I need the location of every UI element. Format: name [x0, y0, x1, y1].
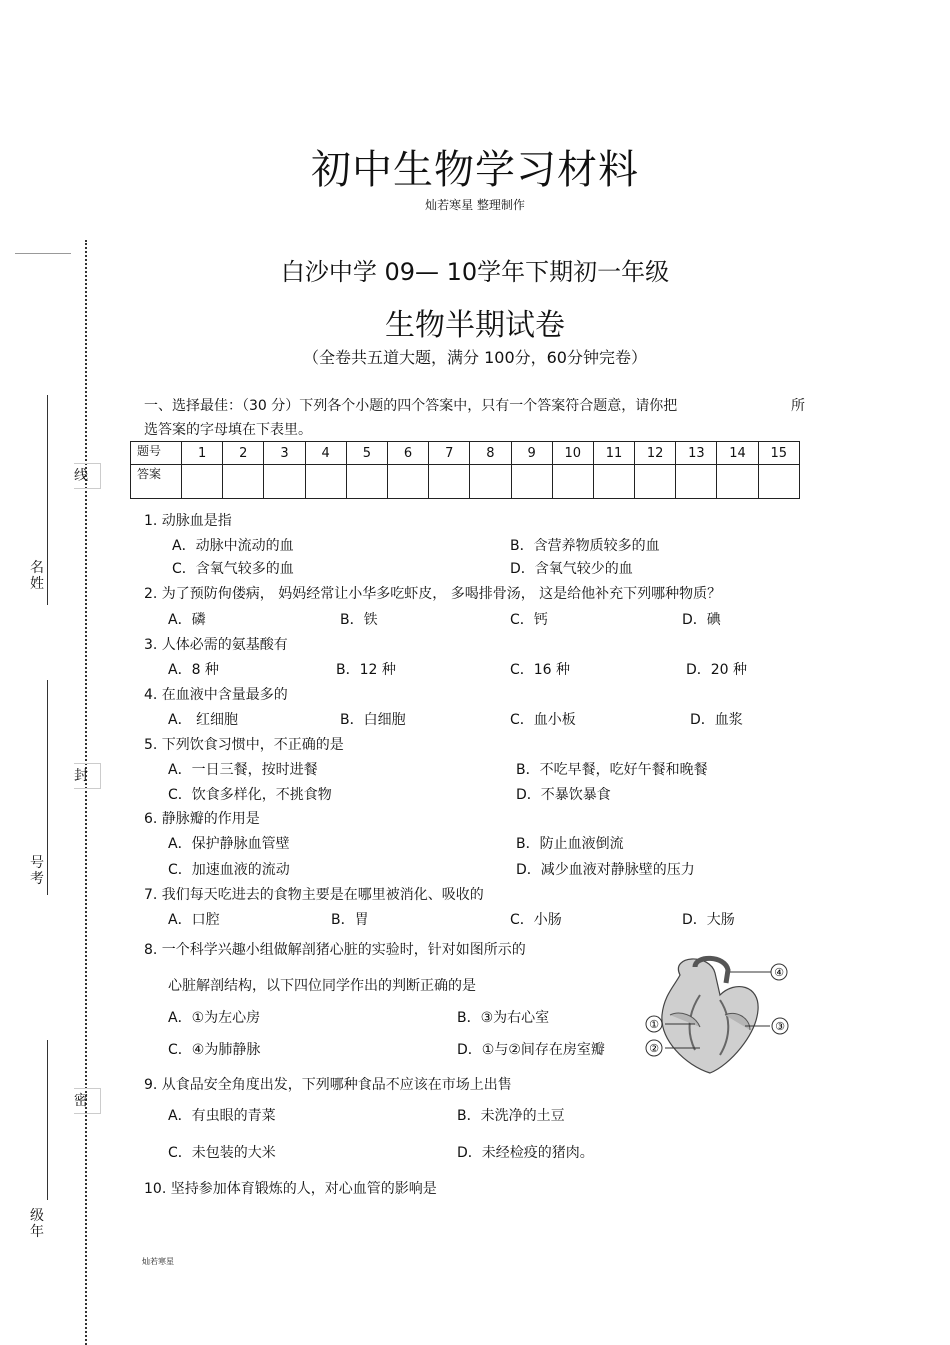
field-name-label: 名姓: [30, 560, 44, 592]
heart-label-3: ③: [775, 1020, 785, 1033]
question-7-option-a: A．口腔: [168, 912, 220, 928]
question-5-option-d: D．不暴饮暴食: [516, 787, 611, 803]
answer-cell[interactable]: [182, 465, 223, 499]
question-3-option-b: B．12 种: [336, 662, 396, 678]
table-cell: 3: [264, 442, 305, 465]
answer-cell[interactable]: [758, 465, 799, 499]
seal-word-secret: 密: [74, 1088, 101, 1114]
heart-label-4: ④: [774, 966, 784, 979]
question-9-option-b: B．未洗净的土豆: [457, 1108, 565, 1124]
question-8-stem: 8. 一个科学兴趣小组做解剖猪心脏的实验时，针对如图所示的: [144, 942, 526, 958]
answer-cell[interactable]: [552, 465, 593, 499]
answer-cell[interactable]: [346, 465, 387, 499]
answer-cell[interactable]: [676, 465, 717, 499]
table-cell: 10: [552, 442, 593, 465]
table-cell: 5: [346, 442, 387, 465]
table-cell: 15: [758, 442, 799, 465]
question-1-stem: 1. 动脉血是指: [144, 513, 232, 529]
seal-word-line: 线: [74, 463, 101, 489]
question-2-option-b: B．铁: [340, 612, 378, 628]
question-8-option-d: D．①与②间存在房室瓣: [457, 1042, 605, 1058]
heart-label-1: ①: [649, 1018, 659, 1031]
question-6-option-d: D．减少血液对静脉壁的压力: [516, 862, 695, 878]
question-4-option-b: B．白细胞: [340, 712, 406, 728]
margin-rule-3: [47, 1040, 48, 1200]
margin-rule-2: [47, 680, 48, 895]
question-6-option-c: C．加速血液的流动: [168, 862, 290, 878]
question-4-stem: 4. 在血液中含量最多的: [144, 687, 288, 703]
question-5-option-a: A．一日三餐，按时进餐: [168, 762, 318, 778]
table-cell: 7: [429, 442, 470, 465]
question-7-option-c: C．小肠: [510, 912, 562, 928]
question-10-stem: 10. 坚持参加体育锻炼的人，对心血管的影响是: [144, 1181, 437, 1197]
table-cell: 14: [717, 442, 758, 465]
question-5-option-b: B．不吃早餐，吃好午餐和晚餐: [516, 762, 708, 778]
section1-instructions-1-end: 所: [791, 398, 805, 414]
table-cell: 9: [511, 442, 552, 465]
question-7-option-b: B．胃: [331, 912, 369, 928]
answer-cell[interactable]: [223, 465, 264, 499]
question-1-option-b: B．含营养物质较多的血: [510, 538, 660, 554]
table-cell: 4: [305, 442, 346, 465]
table-cell: 6: [387, 442, 428, 465]
heart-illustration: [640, 955, 800, 1080]
question-5-option-c: C．饮食多样化，不挑食物: [168, 787, 332, 803]
table-cell: 11: [593, 442, 634, 465]
question-3-option-d: D．20 种: [686, 662, 748, 678]
question-2-option-d: D．碘: [682, 612, 721, 628]
question-9-option-a: A．有虫眼的青菜: [168, 1108, 276, 1124]
question-3-option-c: C．16 种: [510, 662, 571, 678]
question-8-option-a: A．①为左心房: [168, 1010, 261, 1026]
dotted-binding-line: [85, 240, 87, 1345]
exam-name: 生物半期试卷: [385, 308, 565, 343]
question-5-stem: 5. 下列饮食习惯中，不正确的是: [144, 737, 344, 753]
table-cell: 13: [676, 442, 717, 465]
page-title: 初中生物学习材料: [311, 147, 639, 193]
answer-cell[interactable]: [593, 465, 634, 499]
answer-cell[interactable]: [717, 465, 758, 499]
margin-rule-1: [47, 395, 48, 605]
question-7-option-d: D．大肠: [682, 912, 735, 928]
question-8-stem-2: 心脏解剖结构，以下四位同学作出的判断正确的是: [168, 978, 476, 994]
question-9-option-c: C．未包装的大米: [168, 1145, 276, 1161]
table-cell: 8: [470, 442, 511, 465]
section1-instructions-1: 一、选择最佳：（30 分）下列各个小题的四个答案中，只有一个答案符合题意，请你把: [144, 398, 678, 414]
question-1-option-d: D．含氧气较少的血: [510, 561, 633, 577]
question-6-option-b: B．防止血液倒流: [516, 836, 624, 852]
answer-table-number-label: 题号: [131, 442, 182, 465]
question-8-option-b: B．③为右心室: [457, 1010, 550, 1026]
question-2-option-c: C．钙: [510, 612, 548, 628]
question-4-option-c: C．血小板: [510, 712, 576, 728]
question-4-option-a: A． 红细胞: [168, 712, 239, 728]
question-8-option-c: C．④为肺静脉: [168, 1042, 261, 1058]
heart-diagram: [640, 955, 800, 1080]
question-9-stem: 9. 从食品安全角度出发，下列哪种食品不应该在市场上出售: [144, 1077, 512, 1093]
question-4-option-d: D．血浆: [690, 712, 743, 728]
question-2-option-a: A．磷: [168, 612, 206, 628]
answer-table-answer-label: 答案: [131, 465, 182, 499]
table-cell: 12: [635, 442, 676, 465]
question-3-option-a: A．8 种: [168, 662, 219, 678]
answer-cell[interactable]: [264, 465, 305, 499]
table-cell: 1: [182, 442, 223, 465]
seal-word-seal: 封: [74, 763, 101, 789]
page-footer: 灿若寒星: [142, 1257, 174, 1266]
answer-cell[interactable]: [305, 465, 346, 499]
answer-cell[interactable]: [387, 465, 428, 499]
field-grade-label: 级年: [30, 1208, 44, 1240]
section1-instructions-2: 选答案的字母填在下表里。: [144, 422, 312, 438]
answer-cell[interactable]: [429, 465, 470, 499]
exam-note: （全卷共五道大题，满分 100分，60分钟完卷）: [303, 348, 647, 367]
question-7-stem: 7. 我们每天吃进去的食物主要是在哪里被消化、吸收的: [144, 887, 484, 903]
question-2-stem: 2. 为了预防佝偻病， 妈妈经常让小华多吃虾皮， 多喝排骨汤， 这是给他补充下列哪种物质？: [144, 586, 722, 602]
field-exam-no-label: 号考: [30, 855, 44, 887]
question-1-option-a: A．动脉中流动的血: [172, 538, 294, 554]
answer-table: [130, 441, 800, 499]
answer-cell[interactable]: [635, 465, 676, 499]
question-1-option-c: C．含氧气较多的血: [172, 561, 294, 577]
heart-label-2: ②: [649, 1042, 659, 1055]
question-9-option-d: D．未经检疫的猪肉。: [457, 1145, 594, 1161]
page-subtitle: 灿若寒星 整理制作: [425, 198, 525, 212]
question-3-stem: 3. 人体必需的氨基酸有: [144, 637, 288, 653]
table-cell: 2: [223, 442, 264, 465]
answer-cell[interactable]: [511, 465, 552, 499]
answer-cell[interactable]: [470, 465, 511, 499]
question-6-option-a: A．保护静脉血管壁: [168, 836, 290, 852]
question-6-stem: 6. 静脉瓣的作用是: [144, 811, 260, 827]
exam-school-line: 白沙中学 09— 10学年下期初一年级: [280, 258, 670, 286]
